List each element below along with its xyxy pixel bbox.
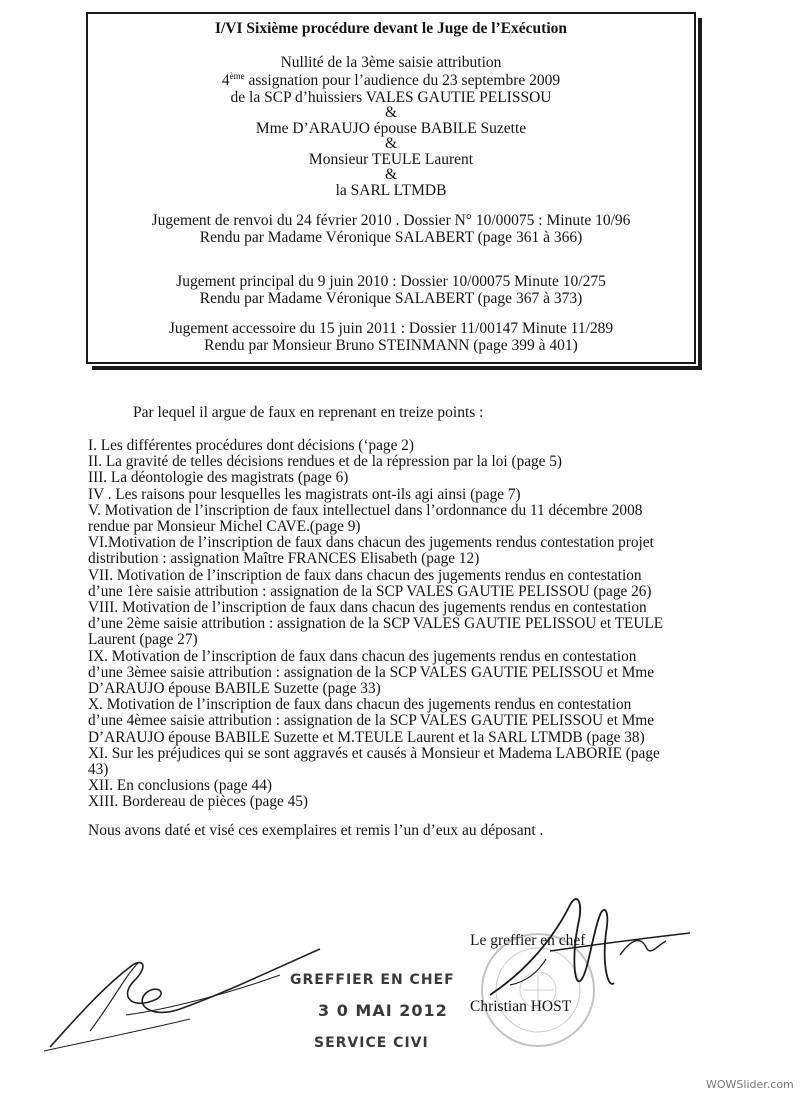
point-line: XI. Sur les préjudices qui se sont aggravés et causés à Monsieur et Madema LABORIE (page — [88, 744, 660, 762]
header-ampersand-1: & — [384, 104, 398, 121]
point-item — [88, 600, 698, 649]
point-item — [88, 568, 698, 600]
signature-name: Christian HOST — [470, 998, 572, 1015]
header-line-araujo: Mme D’ARAUJO épouse BABILE Suzette — [255, 120, 527, 137]
point-line: I. Les différentes procédures dont décisions (‘page 2) — [88, 437, 414, 454]
point-line: III. La déontologie des magistrats (page 6) — [88, 469, 349, 487]
judgment-renvoi-line1: Jugement de renvoi du 24 février 2010 . Dossier N° 10/00075 : Minute 10/96 — [151, 212, 631, 229]
points-list — [88, 438, 698, 811]
point-item — [88, 503, 698, 535]
point-item — [88, 438, 698, 454]
point-item — [88, 454, 698, 470]
header-ampersand-3: & — [384, 166, 398, 183]
signature-title: Le greffier en chef — [470, 932, 586, 949]
point-line: d’une 3èmee saisie attribution : assignation de la SCP VALES GAUTIE PELISSOU et Mme — [88, 663, 655, 681]
header-title: I/VI Sixième procédure devant le Juge de l’Exécution — [214, 20, 568, 37]
point-line: D’ARAUJO épouse BABILE Suzette et M.TEULE Laurent et la SARL LTMDB (page 38) — [88, 728, 645, 746]
header-line-assignation: 4ème assignation pour l’audience du 23 septembre 2009 — [221, 71, 561, 89]
point-line: IX. Motivation de l’inscription de faux dans chacun des jugements rendus en contestation — [88, 647, 637, 665]
point-item — [88, 746, 698, 778]
point-item — [88, 470, 698, 486]
stamp-service: SERVICE CIVI — [314, 1035, 429, 1051]
header-line-sarl: la SARL LTMDB — [335, 182, 447, 199]
point-line: X. Motivation de l’inscription de faux dans chacun des jugements rendus en contestation — [88, 696, 632, 714]
point-line: XIII. Bordereau de pièces (page 45) — [88, 793, 308, 811]
point-line: XII. En conclusions (page 44) — [88, 777, 272, 795]
header-ampersand-2: & — [384, 135, 398, 152]
point-line: VIII. Motivation de l’inscription de faux dans chacun des jugements rendus en contestation — [88, 599, 647, 617]
clerk-signature-icon — [480, 885, 700, 1010]
point-line: Laurent (page 27) — [88, 631, 198, 649]
intro-text: Par lequel il argue de faux en reprenant en treize points : — [133, 404, 484, 421]
point-item — [88, 649, 698, 698]
judgment-accessoire-line1: Jugement accessoire du 15 juin 2011 : Dossier 11/00147 Minute 11/289 — [168, 320, 614, 337]
point-item — [88, 697, 698, 746]
point-item — [88, 794, 698, 810]
closing-text: Nous avons daté et visé ces exemplaires et remis l’un d’eux au déposant . — [88, 822, 544, 839]
judgment-accessoire-line2: Rendu par Monsieur Bruno STEINMANN (page 399 à 401) — [204, 337, 578, 354]
point-item — [88, 487, 698, 503]
point-line: d’une 2ème saisie attribution : assignation de la SCP VALES GAUTIE PELISSOU et TEULE — [88, 615, 664, 633]
point-line: 43) — [88, 761, 109, 779]
judgment-renvoi-line2: Rendu par Madame Véronique SALABERT (page 361 à 366) — [199, 229, 583, 246]
header-line-scp: de la SCP d’huissiers VALES GAUTIE PELISSOU — [230, 89, 552, 106]
watermark-text: WOWSlider.com — [706, 1078, 794, 1091]
header-line-teule: Monsieur TEULE Laurent — [308, 151, 474, 168]
point-line: D’ARAUJO épouse BABILE Suzette (page 33) — [88, 680, 381, 698]
point-line: IV . Les raisons pour lesquelles les magistrats ont-ils agi ainsi (page 7) — [88, 485, 521, 503]
point-item — [88, 535, 698, 567]
stamp-greffier: GREFFIER EN CHEF — [290, 972, 455, 988]
header-line-nullite: Nullité de la 3ème saisie attribution — [280, 54, 502, 71]
point-line: rendue par Monsieur Michel CAVE.(page 9) — [88, 518, 361, 536]
header-frame — [86, 12, 696, 364]
point-line: distribution : assignation Maître FRANCES Elisabeth (page 12) — [88, 550, 480, 568]
point-line: d’une 1ère saisie attribution : assignation de la SCP VALES GAUTIE PELISSOU (page 26) — [88, 582, 652, 600]
point-line: VII. Motivation de l’inscription de faux dans chacun des jugements rendus en contestation — [88, 566, 642, 584]
point-line: II. La gravité de telles décisions rendues et de la répression par la loi (page 5) — [88, 453, 563, 471]
judgment-principal-line2: Rendu par Madame Véronique SALABERT (page 367 à 373) — [199, 290, 583, 307]
left-signature-icon — [30, 935, 330, 1055]
point-item — [88, 778, 698, 794]
stamp-date: 3 0 MAI 2012 — [318, 1001, 448, 1020]
point-line: d’une 4èmee saisie attribution : assignation de la SCP VALES GAUTIE PELISSOU et Mme — [88, 712, 655, 730]
point-line: VI.Motivation de l’inscription de faux dans chacun des jugements rendus contestation projet — [88, 534, 654, 552]
judgment-principal-line1: Jugement principal du 9 juin 2010 : Dossier 10/00075 Minute 10/275 — [176, 273, 606, 290]
point-line: V. Motivation de l’inscription de faux intellectuel dans l’ordonnance du 11 décembre 2008 — [88, 501, 643, 519]
